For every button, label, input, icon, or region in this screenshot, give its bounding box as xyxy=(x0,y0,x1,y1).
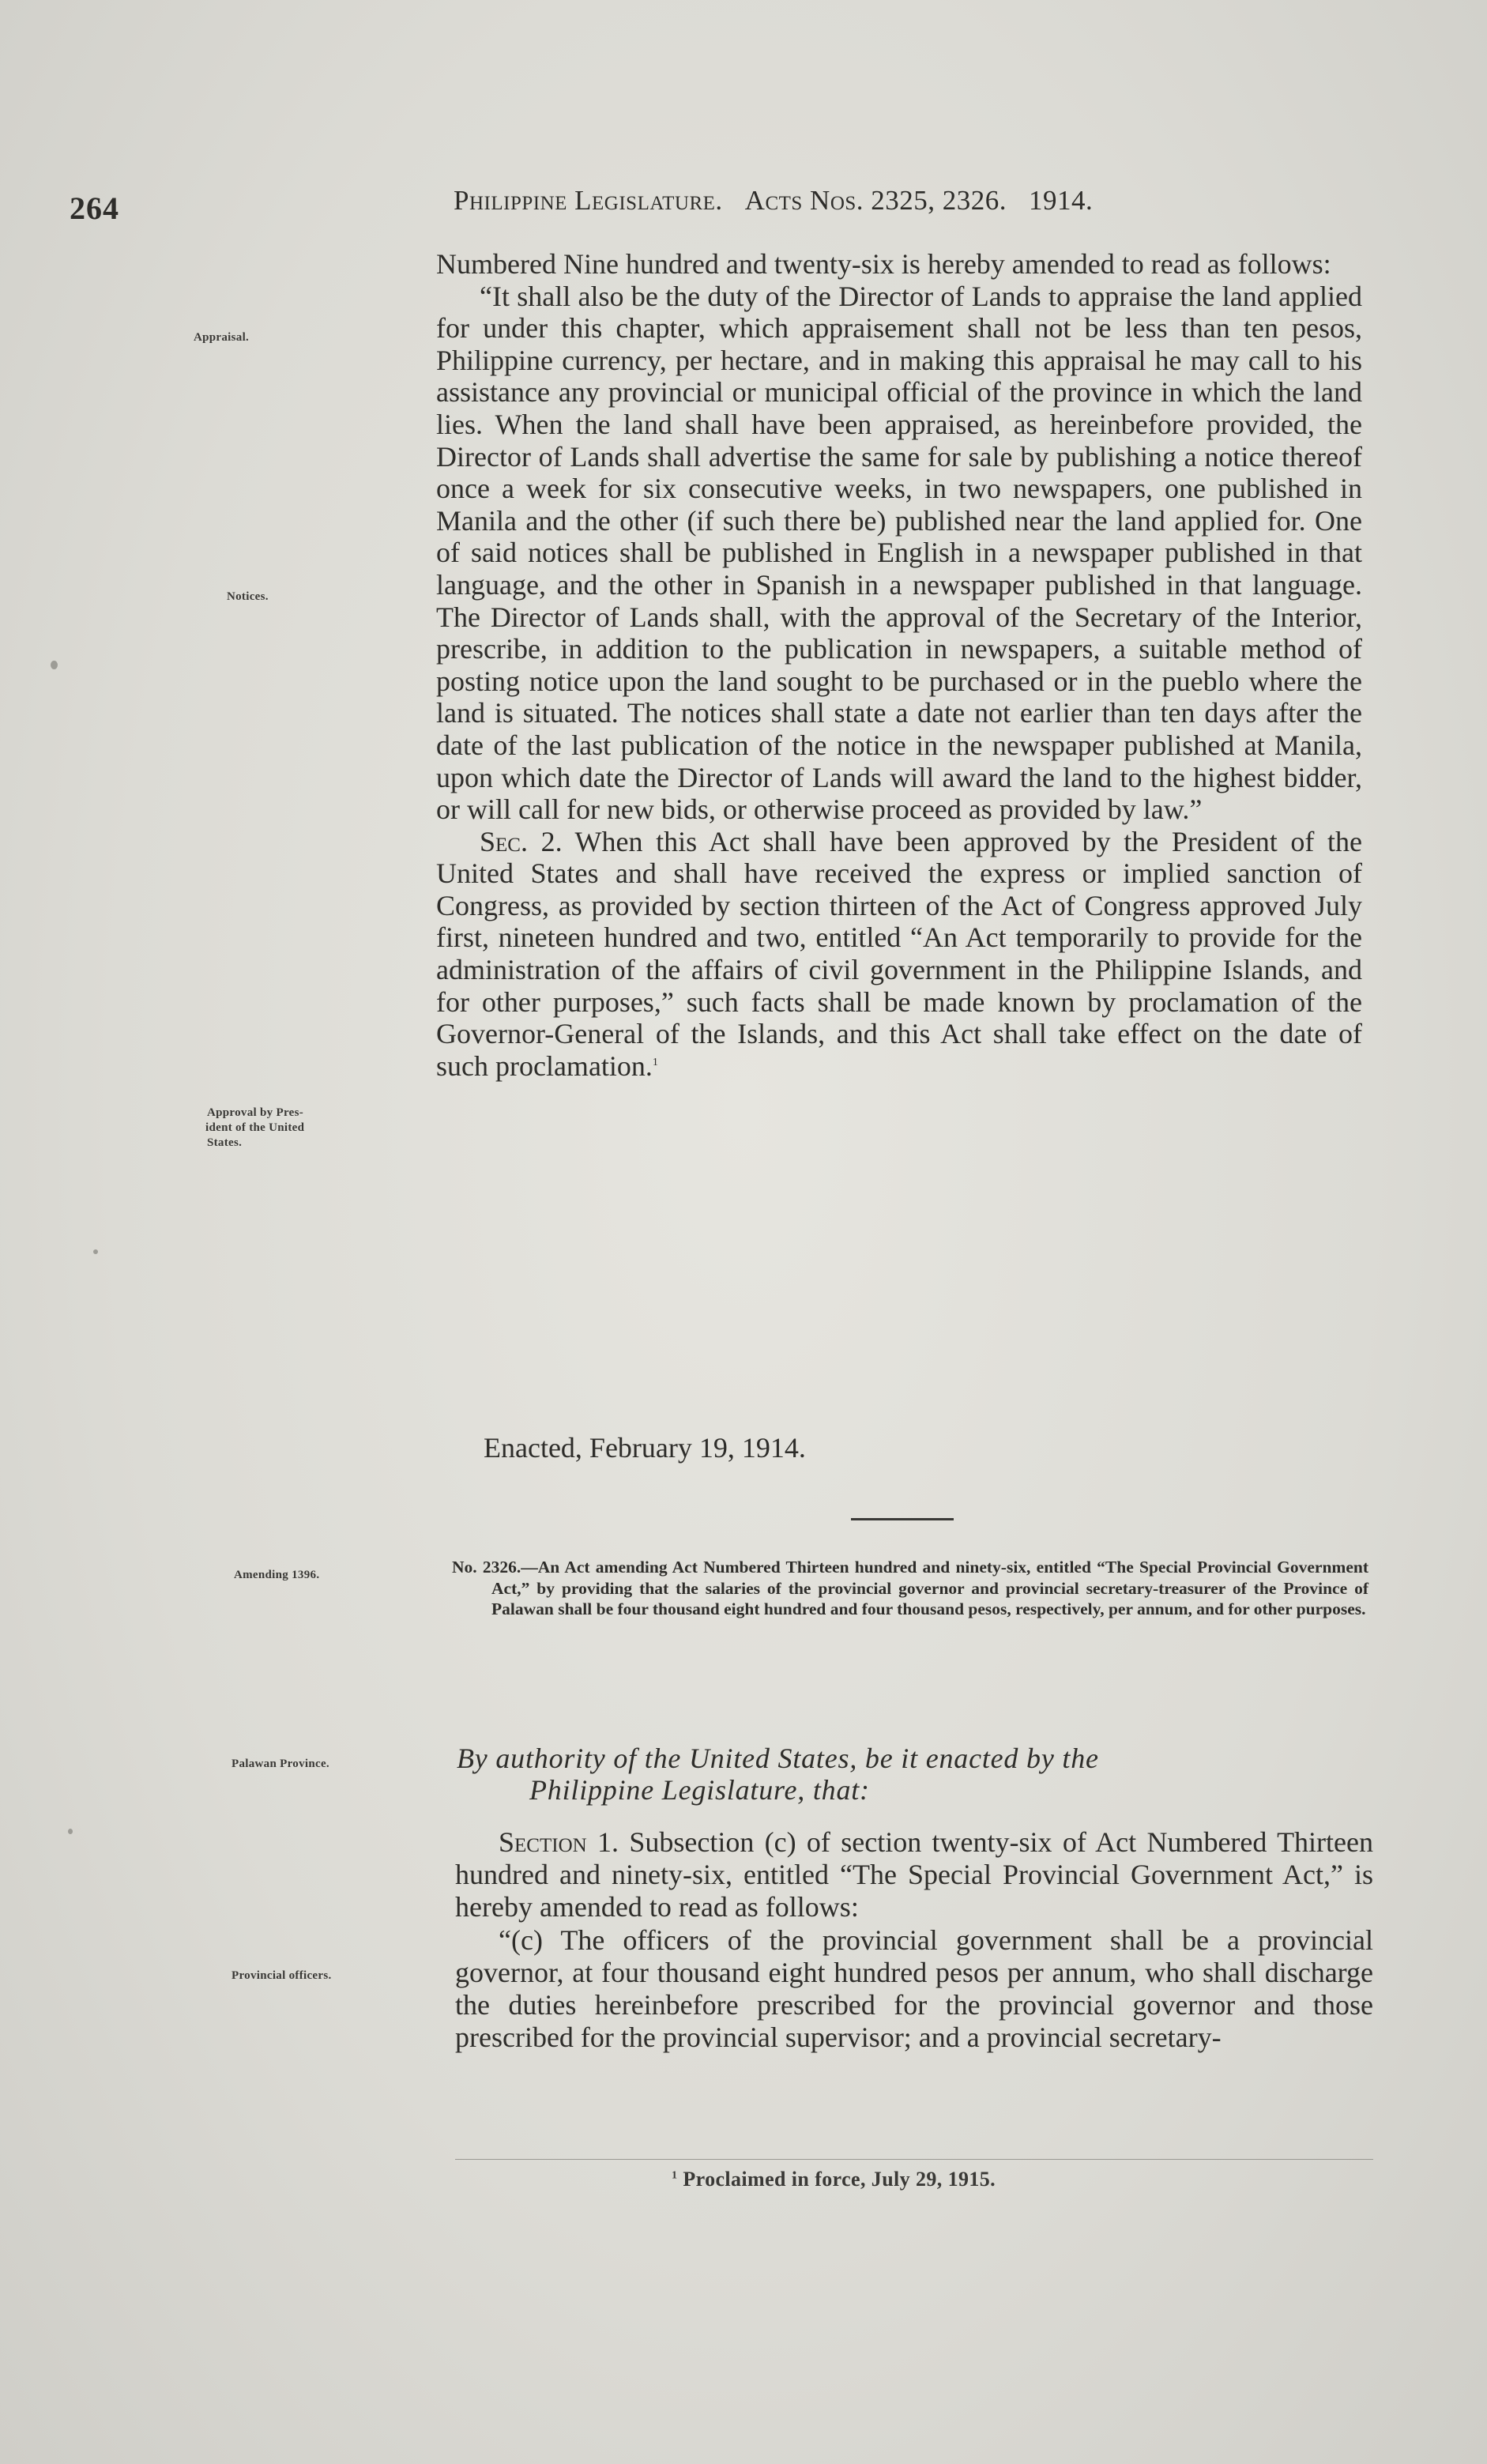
footnote xyxy=(672,2168,996,2191)
enacting-clause-line-1: By authority of the United States, be it enacted by the xyxy=(457,1743,1099,1774)
act-2325-section-2 xyxy=(436,826,1362,1083)
section-divider xyxy=(851,1518,954,1520)
page-number: 264 xyxy=(70,190,119,226)
section-2-text: When this Act shall have been approved by the President of the United States and shall have received the express or implied sanction of Congress, as provided by section thirteen of the Act of Congress approved July first, nineteen hundred and two, entitled “An Act temporarily to provide for the administration of the affairs of civil government in the Philippine Islands, and for other purposes,” such facts shall be made known by proclamation of the Governor-General of the Islands, and this Act shall take effect on the date of such proclamation. xyxy=(436,825,1362,1082)
running-head-legislature: Philippine Legislature. xyxy=(454,185,723,216)
section-1-text: Subsection (c) of section twenty-six of Act Numbered Thirteen hundred and ninety-six, entitled “The Special Provincial Government Act,” is hereby amended to read as follows: xyxy=(455,1826,1374,1923)
section-1-label: Section 1. xyxy=(499,1826,619,1858)
scan-speck xyxy=(93,1249,98,1254)
footnote-rule xyxy=(455,2159,1373,2160)
act-2325-body xyxy=(436,248,1362,1082)
margin-note-notices: Notices. xyxy=(227,590,269,603)
scan-speck xyxy=(68,1829,73,1834)
margin-note-approval xyxy=(207,1106,433,1151)
act-2325-quoted-amendment: “It shall also be the duty of the Director of Lands to appraise the land applied for under this chapter, which appraisement shall not be less than ten pesos, Philippine currency, per hectare, and in making this appraisal he may call to his assistance any provincial or municipal official of the province in which the land lies. When the land shall have been appraised, as hereinbefore provided, the Director of Lands shall advertise the same for sale by publishing a notice thereof once a week for six consecutive weeks, in two newspapers, one published in Manila and the other (if such there be) published near the land applied for. One of said notices shall be published in English in a newspaper published in that language, and the other in Spanish in a newspaper published in that language. The Director of Lands shall, with the approval of the Secretary of the Interior, prescribe, in addition to the publication in newspapers, a suitable method of posting notice upon the land sought to be purchased or in the pueblo where the land is situated. The notices shall state a date not earlier than ten days after the date of the last publication of the notice in the newspaper published at Manila, upon which date the Director of Lands will award the land to the highest bidder, or will call for new bids, or otherwise proceed as provided by law.” xyxy=(436,280,1362,826)
subsection-c: “(c) The officers of the provincial government shall be a provincial governor, at four thousand eight hundred pesos per annum, who shall discharge the duties hereinbefore prescribed for the provincial governor and those prescribed for the provincial supervisor; and a provincial secretary- xyxy=(455,1923,1373,2054)
act-2326-section-1 xyxy=(455,1826,1373,1924)
enacting-clause-line-2: Philippine Legislature, that: xyxy=(529,1774,870,1806)
margin-note-approval-line2: ident of the United xyxy=(205,1121,305,1134)
act-2326-title: No. 2326.—An Act amending Act Numbered Thirteen hundred and ninety-six, entitled “The Special Provincial Government Act,” by providing that the salaries of the provincial governor and provincial secretary-treasurer of the Province of Palawan shall be four thousand eight hundred and four thousand pesos, respectively, per annum, and for other purposes. xyxy=(452,1558,1368,1619)
margin-note-appraisal: Appraisal. xyxy=(194,331,250,344)
footnote-text: Proclaimed in force, July 29, 1915. xyxy=(683,2168,996,2191)
margin-note-approval-line1: Approval by Pres- xyxy=(207,1106,304,1119)
running-head-year: 1914. xyxy=(1029,185,1094,216)
act-2326-heading xyxy=(452,1557,1368,1620)
enacted-date: Enacted, February 19, 1914. xyxy=(484,1432,806,1464)
scan-speck xyxy=(51,661,58,669)
act-2326-body xyxy=(455,1826,1373,2054)
margin-note-approval-line3: States. xyxy=(207,1136,243,1149)
margin-note-amending: Amending 1396. xyxy=(234,1569,320,1581)
running-head xyxy=(454,185,1093,217)
margin-note-palawan: Palawan Province. xyxy=(232,1758,329,1770)
act-2325-paragraph-1: Numbered Nine hundred and twenty-six is hereby amended to read as follows: xyxy=(436,248,1331,280)
running-head-acts: Acts Nos. 2325, 2326. xyxy=(744,185,1007,216)
enacting-clause xyxy=(457,1743,1373,1806)
margin-note-provincial-officers: Provincial officers. xyxy=(232,1969,332,1982)
footnote-reference: 1 xyxy=(652,1056,658,1068)
footnote-marker: 1 xyxy=(672,2169,678,2182)
section-2-label: Sec. 2. xyxy=(480,825,563,857)
